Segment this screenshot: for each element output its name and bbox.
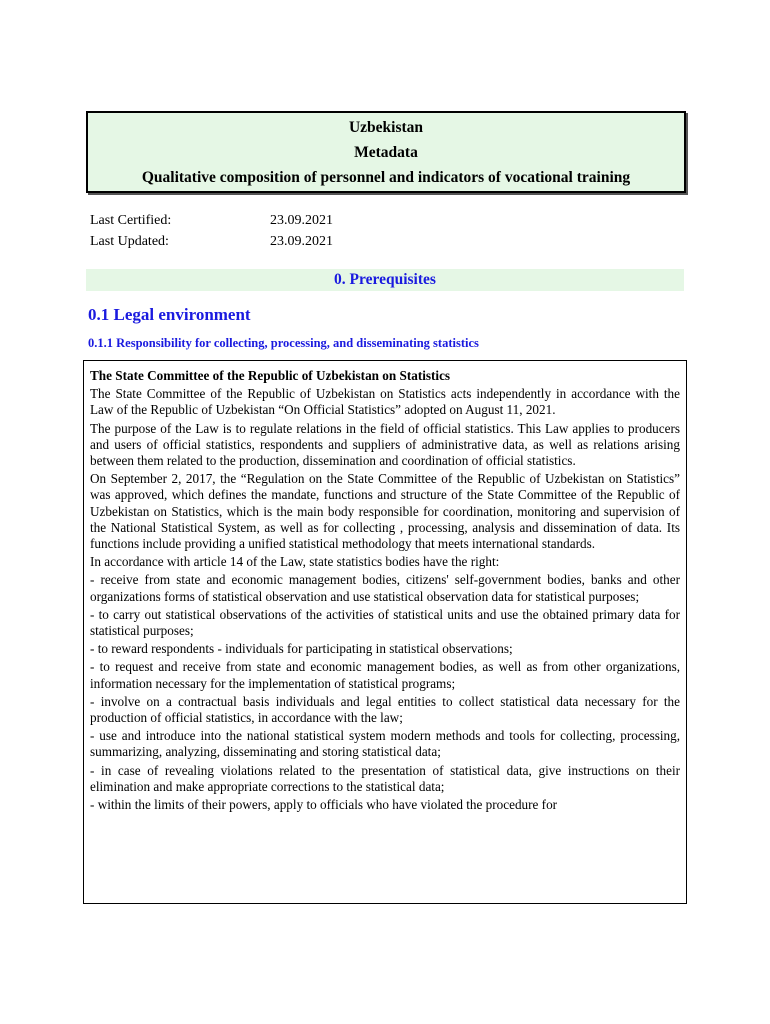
last-certified-label: Last Certified: bbox=[90, 213, 172, 228]
paragraph: On September 2, 2017, the “Regulation on the State Committee of the Republic of Uzbekistan on Statistics” was approved, which defines the mandate, functions and structure of the State Committee of the Republic of Uzbekistan on Statistics, which is the main body responsible for coordination, monitoring and supervision of the National Statistical System, as well as for collecting , processing, analysis and dissemination of data. Its functions include providing a unified statistical methodology that meets international standards. bbox=[90, 471, 680, 552]
content-heading: The State Committee of the Republic of Uzbekistan on Statistics bbox=[90, 368, 451, 383]
last-certified-value: 23.09.2021 bbox=[270, 213, 333, 228]
content-box bbox=[83, 360, 687, 904]
metadata-subtitle: Metadata bbox=[354, 144, 418, 161]
list-item: - in case of revealing violations related to the presentation of statistical data, give instructions on their elimination and make appropriate corrections to the statistical data; bbox=[90, 762, 680, 794]
list-item: - use and introduce into the national statistical system modern methods and tools for collecting, processing, summarizing, analyzing, disseminating and storing statistical data; bbox=[90, 728, 680, 760]
country-title: Uzbekistan bbox=[348, 119, 424, 136]
list-item: - receive from state and economic management bodies, citizens' self-government bodies, banks and other organizations forms of statistical observation and use statistical observation data for statistical purposes; bbox=[90, 572, 680, 604]
subsection-title: 0.1 Legal environment bbox=[88, 305, 251, 324]
list-item: - to reward respondents - individuals for participating in statistical observations; bbox=[90, 641, 513, 657]
title-box bbox=[86, 111, 686, 193]
document-title: Qualitative composition of personnel and indicators of vocational training bbox=[141, 169, 631, 186]
content-text bbox=[90, 368, 680, 815]
list-item: - to carry out statistical observations of the activities of statistical units and use the obtained primary data for statistical purposes; bbox=[90, 606, 680, 639]
subsubsection-title: 0.1.1 Responsibility for collecting, processing, and disseminating statistics bbox=[88, 336, 479, 350]
list-item: - involve on a contractual basis individuals and legal entities to collect statistical data necessary for the production of official statistics, in accordance with the law; bbox=[90, 693, 680, 726]
paragraph: In accordance with article 14 of the Law, state statistics bodies have the right: bbox=[90, 554, 500, 570]
last-updated-value: 23.09.2021 bbox=[270, 234, 333, 249]
last-updated-label: Last Updated: bbox=[90, 234, 169, 249]
paragraph: The purpose of the Law is to regulate relations in the field of official statistics. This Law applies to producers and users of official statistics, respondents and suppliers of administrative data, as well as relations arising between them related to the production, dissemination and coordination of official statistics. bbox=[90, 420, 680, 469]
section-band bbox=[86, 269, 684, 291]
paragraph: The State Committee of the Republic of Uzbekistan on Statistics acts independently in accordance with the Law of the Republic of Uzbekistan “On Official Statistics” adopted on August 11, 2021. bbox=[90, 386, 680, 418]
section-title: 0. Prerequisites bbox=[334, 271, 436, 288]
list-item: - to request and receive from state and economic management bodies, as well as from other organizations, information necessary for the implementation of statistical programs; bbox=[90, 659, 680, 691]
list-item: - within the limits of their powers, apply to officials who have violated the procedure for bbox=[90, 797, 558, 813]
